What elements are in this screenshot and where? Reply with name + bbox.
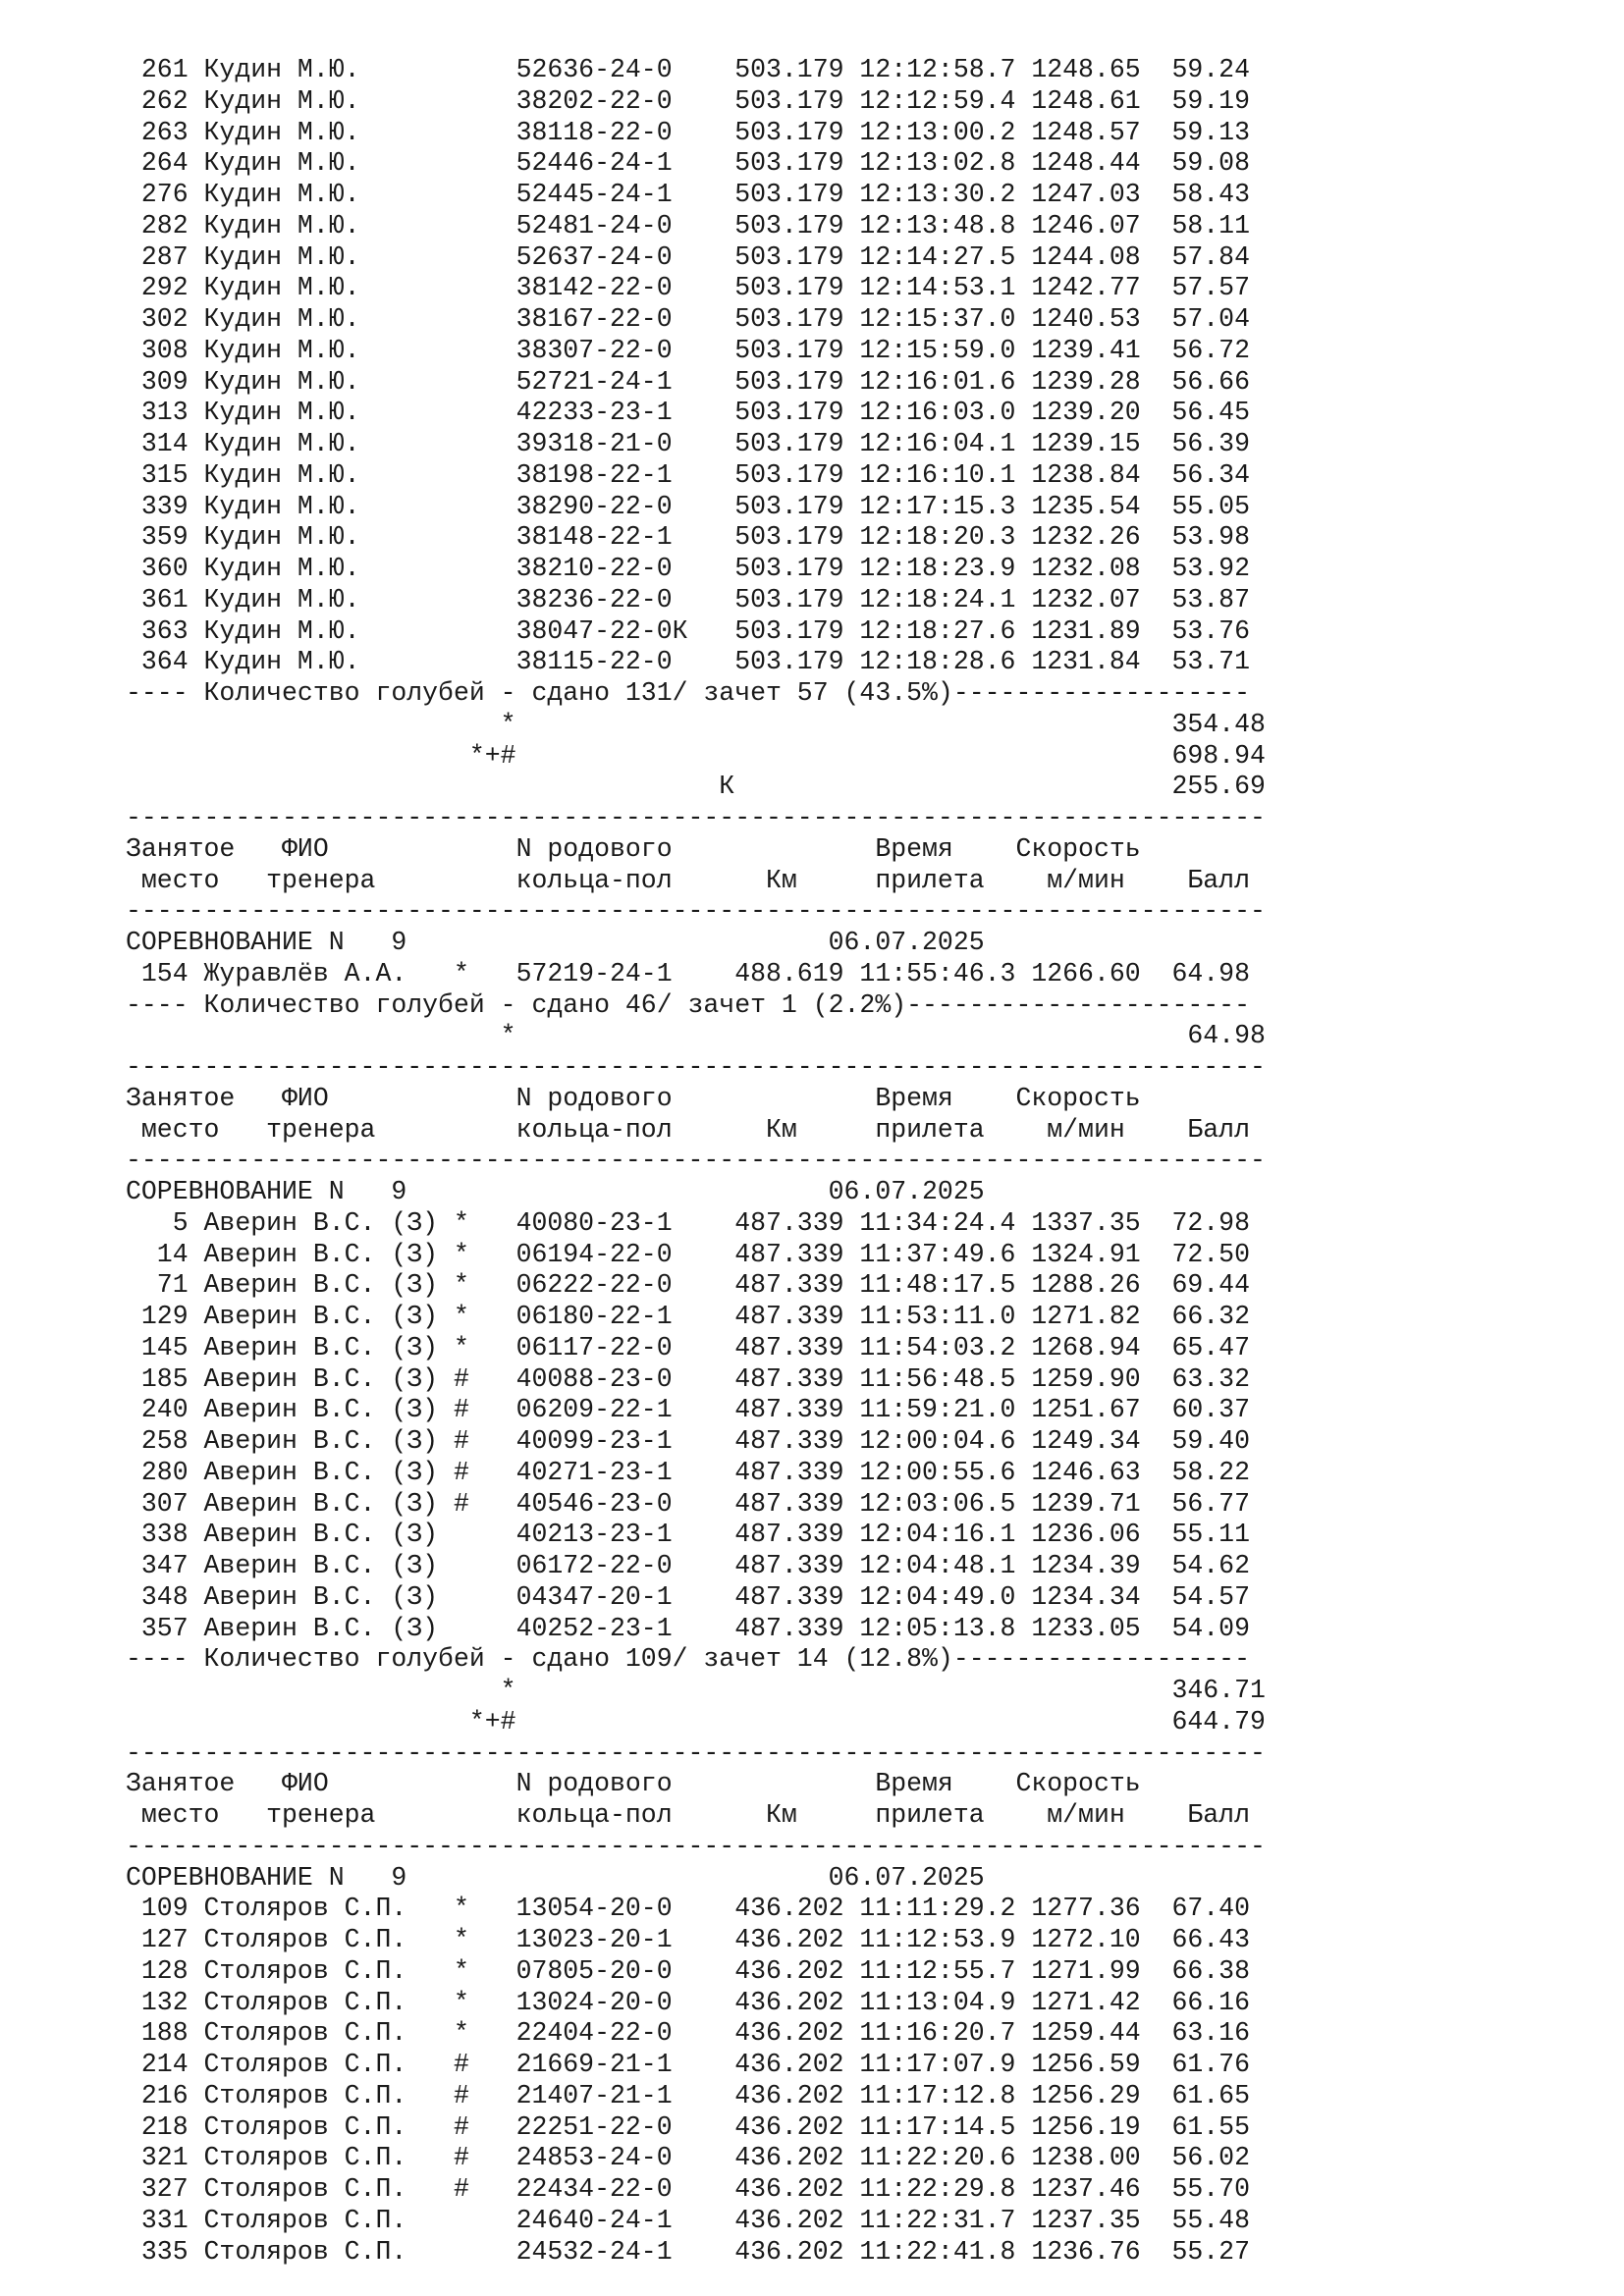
report-line: 347 Аверин В.С. (З) 06172-22-0 487.339 12:04:48.1 1234.39 54.62 — [126, 1551, 1250, 1580]
report-line: 327 Столяров С.П. # 22434-22-0 436.202 11:22:29.8 1237.46 55.70 — [126, 2174, 1250, 2204]
report-line: 313 Кудин М.Ю. 42233-23-1 503.179 12:16:03.0 1239.20 56.45 — [126, 398, 1250, 428]
report-line: ---- Количество голубей - сдано 131/ зачет 57 (43.5%)------------------- — [126, 678, 1250, 708]
report-line: ------------------------------------------------------------------------- — [126, 1831, 1266, 1861]
report-line: 132 Столяров С.П. * 13024-20-0 436.202 11:13:04.9 1271.42 66.16 — [126, 1987, 1250, 2017]
report-line: 338 Аверин В.С. (З) 40213-23-1 487.339 12:04:16.1 1236.06 55.11 — [126, 1520, 1250, 1550]
report-line: 128 Столяров С.П. * 07805-20-0 436.202 11:12:55.7 1271.99 66.38 — [126, 1955, 1250, 1986]
report-line: 127 Столяров С.П. * 13023-20-1 436.202 11:12:53.9 1272.10 66.43 — [126, 1925, 1250, 1954]
report-line: * 64.98 — [126, 1021, 1266, 1051]
report-line: 280 Аверин В.С. (З) # 40271-23-1 487.339 12:00:55.6 1246.63 58.22 — [126, 1457, 1250, 1487]
report-line: место тренера кольца-пол Км прилета м/мин Балл — [126, 1114, 1250, 1145]
report-line: ---- Количество голубей - сдано 109/ зачет 14 (12.8%)------------------- — [126, 1644, 1250, 1675]
report-line: Занятое ФИО N родового Время Скорость — [126, 1083, 1141, 1113]
report-line: 302 Кудин М.Ю. 38167-22-0 503.179 12:15:37.0 1240.53 57.04 — [126, 304, 1250, 334]
report-line: 309 Кудин М.Ю. 52721-24-1 503.179 12:16:01.6 1239.28 56.66 — [126, 366, 1250, 397]
report-line: 359 Кудин М.Ю. 38148-22-1 503.179 12:18:20.3 1232.26 53.98 — [126, 522, 1250, 553]
report-line: 188 Столяров С.П. * 22404-22-0 436.202 11:16:20.7 1259.44 63.16 — [126, 2018, 1250, 2049]
report-line: 218 Столяров С.П. # 22251-22-0 436.202 11:17:14.5 1256.19 61.55 — [126, 2111, 1250, 2142]
report-line: Занятое ФИО N родового Время Скорость — [126, 833, 1141, 864]
report-line: 264 Кудин М.Ю. 52446-24-1 503.179 12:13:02.8 1248.44 59.08 — [126, 148, 1250, 179]
report-line: 185 Аверин В.С. (З) # 40088-23-0 487.339 11:56:48.5 1259.90 63.32 — [126, 1363, 1250, 1394]
report-line: 258 Аверин В.С. (З) # 40099-23-1 487.339 12:00:04.6 1249.34 59.40 — [126, 1426, 1250, 1456]
report-line: СОРЕВНОВАНИЕ N 9 06.07.2025 — [126, 1862, 985, 1893]
report-line: 109 Столяров С.П. * 13054-20-0 436.202 11:11:29.2 1277.36 67.40 — [126, 1894, 1250, 1924]
results-printout — [126, 55, 1266, 2268]
report-line: 361 Кудин М.Ю. 38236-22-0 503.179 12:18:24.1 1232.07 53.87 — [126, 584, 1250, 614]
report-line: 335 Столяров С.П. 24532-24-1 436.202 11:22:41.8 1236.76 55.27 — [126, 2236, 1250, 2267]
report-line: 314 Кудин М.Ю. 39318-21-0 503.179 12:16:04.1 1239.15 56.39 — [126, 429, 1250, 458]
report-line: 240 Аверин В.С. (З) # 06209-22-1 487.339 11:59:21.0 1251.67 60.37 — [126, 1395, 1250, 1425]
report-line: 315 Кудин М.Ю. 38198-22-1 503.179 12:16:10.1 1238.84 56.34 — [126, 459, 1250, 490]
report-line: место тренера кольца-пол Км прилета м/мин Балл — [126, 865, 1250, 895]
report-line: 292 Кудин М.Ю. 38142-22-0 503.179 12:14:53.1 1242.77 57.57 — [126, 273, 1250, 303]
report-line: 276 Кудин М.Ю. 52445-24-1 503.179 12:13:30.2 1247.03 58.43 — [126, 180, 1250, 209]
report-line: 339 Кудин М.Ю. 38290-22-0 503.179 12:17:15.3 1235.54 55.05 — [126, 491, 1250, 521]
report-line: Занятое ФИО N родового Время Скорость — [126, 1769, 1141, 1799]
report-line: ------------------------------------------------------------------------- — [126, 896, 1266, 927]
report-line: 308 Кудин М.Ю. 38307-22-0 503.179 12:15:59.0 1239.41 56.72 — [126, 335, 1250, 365]
report-line: 348 Аверин В.С. (З) 04347-20-1 487.339 12:04:49.0 1234.34 54.57 — [126, 1581, 1250, 1612]
report-line: 145 Аверин В.С. (З) * 06117-22-0 487.339 11:54:03.2 1268.94 65.47 — [126, 1332, 1250, 1362]
report-line: 154 Журавлёв А.А. * 57219-24-1 488.619 11:55:46.3 1266.60 64.98 — [126, 958, 1250, 988]
report-line: СОРЕВНОВАНИЕ N 9 06.07.2025 — [126, 1177, 985, 1206]
report-line: 331 Столяров С.П. 24640-24-1 436.202 11:22:31.7 1237.35 55.48 — [126, 2205, 1250, 2235]
report-line: ------------------------------------------------------------------------- — [126, 1737, 1266, 1768]
report-line: 14 Аверин В.С. (З) * 06194-22-0 487.339 11:37:49.6 1324.91 72.50 — [126, 1239, 1250, 1269]
report-line: 363 Кудин М.Ю. 38047-22-0К 503.179 12:18:27.6 1231.89 53.76 — [126, 615, 1250, 646]
report-line: *+# 644.79 — [126, 1706, 1266, 1736]
report-line: *+# 698.94 — [126, 740, 1266, 771]
report-line: ---- Количество голубей - сдано 46/ зачет 1 (2.2%)---------------------- — [126, 989, 1250, 1020]
report-line: 287 Кудин М.Ю. 52637-24-0 503.179 12:14:27.5 1244.08 57.84 — [126, 241, 1250, 272]
report-line: 5 Аверин В.С. (З) * 40080-23-1 487.339 11:34:24.4 1337.35 72.98 — [126, 1207, 1250, 1238]
report-line: ------------------------------------------------------------------------- — [126, 1052, 1266, 1082]
report-line: 214 Столяров С.П. # 21669-21-1 436.202 11:17:07.9 1256.59 61.76 — [126, 2050, 1250, 2079]
report-line: 360 Кудин М.Ю. 38210-22-0 503.179 12:18:23.9 1232.08 53.92 — [126, 554, 1250, 583]
report-line: 321 Столяров С.П. # 24853-24-0 436.202 11:22:20.6 1238.00 56.02 — [126, 2143, 1250, 2173]
report-line: 263 Кудин М.Ю. 38118-22-0 503.179 12:13:00.2 1248.57 59.13 — [126, 117, 1250, 147]
report-line: К 255.69 — [126, 772, 1266, 802]
report-line: 364 Кудин М.Ю. 38115-22-0 503.179 12:18:28.6 1231.84 53.71 — [126, 647, 1250, 677]
report-line: 357 Аверин В.С. (З) 40252-23-1 487.339 12:05:13.8 1233.05 54.09 — [126, 1613, 1250, 1643]
report-line: 71 Аверин В.С. (З) * 06222-22-0 487.339 11:48:17.5 1288.26 69.44 — [126, 1270, 1250, 1301]
report-line: 282 Кудин М.Ю. 52481-24-0 503.179 12:13:48.8 1246.07 58.11 — [126, 210, 1250, 240]
report-line: ------------------------------------------------------------------------- — [126, 803, 1266, 832]
report-line: * 346.71 — [126, 1676, 1266, 1705]
report-line: 261 Кудин М.Ю. 52636-24-0 503.179 12:12:58.7 1248.65 59.24 — [126, 55, 1250, 84]
report-line: место тренера кольца-пол Км прилета м/мин Балл — [126, 1800, 1250, 1830]
report-line: 262 Кудин М.Ю. 38202-22-0 503.179 12:12:59.4 1248.61 59.19 — [126, 85, 1250, 116]
report-line: 216 Столяров С.П. # 21407-21-1 436.202 11:17:12.8 1256.29 61.65 — [126, 2080, 1250, 2110]
report-line: 307 Аверин В.С. (З) # 40546-23-0 487.339 12:03:06.5 1239.71 56.77 — [126, 1488, 1250, 1519]
report-line: СОРЕВНОВАНИЕ N 9 06.07.2025 — [126, 928, 985, 957]
report-line: 129 Аверин В.С. (З) * 06180-22-1 487.339 11:53:11.0 1271.82 66.32 — [126, 1302, 1250, 1331]
report-line: ------------------------------------------------------------------------- — [126, 1146, 1266, 1176]
report-line: * 354.48 — [126, 709, 1266, 739]
